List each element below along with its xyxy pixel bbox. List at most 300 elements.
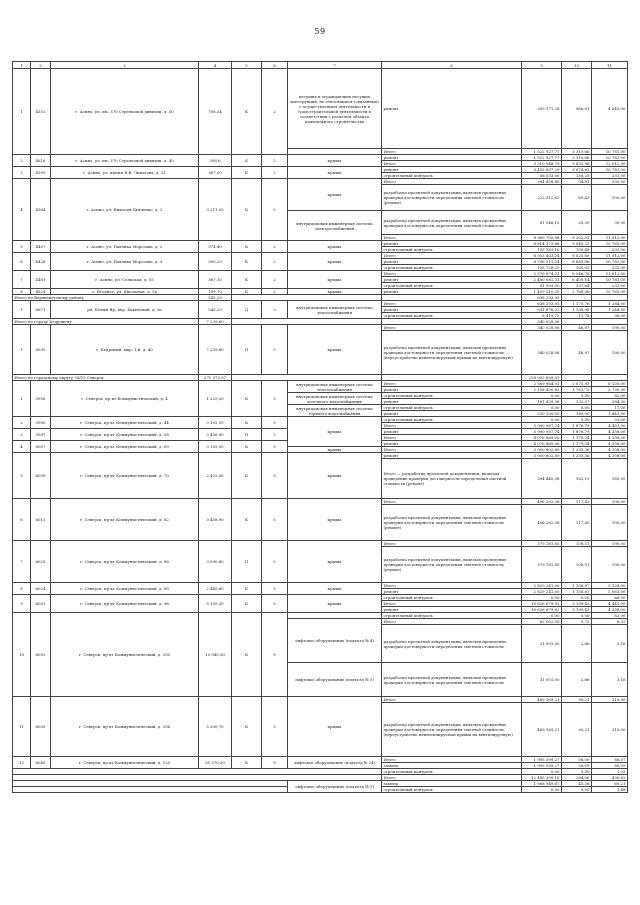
table-cell: 6035 bbox=[31, 697, 51, 757]
table-cell: 1 235,36 bbox=[562, 447, 592, 453]
table-cell: 9 025,89 bbox=[562, 253, 592, 259]
table-cell: 8 796 311,04 bbox=[522, 259, 562, 265]
table-cell: 185,00 bbox=[592, 459, 628, 499]
table-cell: 2 829 241,00 bbox=[522, 583, 562, 589]
table-cell: строительный контроль bbox=[382, 173, 522, 179]
table-cell: 1 bbox=[13, 325, 31, 375]
table-cell: замена bbox=[382, 781, 522, 787]
table-cell: 190,00 bbox=[592, 547, 628, 583]
table-cell: 966,81 bbox=[562, 69, 592, 149]
table-cell: 379 181,85 bbox=[522, 541, 562, 547]
table-cell: Итого bbox=[382, 601, 522, 607]
table-cell: Итого bbox=[382, 423, 522, 429]
column-number: 9 bbox=[522, 62, 562, 69]
table-cell: 66,00 bbox=[592, 595, 628, 601]
table-cell: 25,39 bbox=[562, 211, 592, 235]
table-cell: 108,51 bbox=[562, 547, 592, 583]
table-cell: 6045 bbox=[31, 757, 51, 769]
table-cell: Итого — разработка проектной документации, включая проведение проверки достоверности определения сметной стоимости (ремонт) bbox=[382, 459, 522, 499]
table-cell: Итого bbox=[382, 583, 522, 589]
table-cell: 394 440,38 bbox=[522, 459, 562, 499]
table-cell: Итого bbox=[382, 541, 522, 547]
table-cell: 0,00 bbox=[522, 417, 562, 423]
table-cell: 31 001,00 bbox=[522, 625, 562, 663]
table-cell: Итого bbox=[382, 775, 522, 781]
table-cell: 6024 bbox=[31, 583, 51, 595]
table-cell: 4 bbox=[13, 441, 31, 453]
table-cell: 5 195,39 bbox=[199, 595, 232, 613]
table-cell: 4624 bbox=[31, 289, 51, 295]
table-cell: разработка проектной документации, включая проведение проверки достоверности определения сметной стоимости bbox=[382, 663, 522, 697]
table-cell: Итого bbox=[382, 619, 522, 625]
table-row bbox=[13, 381, 628, 387]
table-cell: 231,00 bbox=[592, 283, 628, 289]
table-cell: крыша bbox=[288, 271, 382, 289]
table-cell: Итого bbox=[382, 447, 522, 453]
table-cell: 3 159,50 bbox=[199, 441, 232, 453]
table-cell: рп. Белый Яр, пер. Бакенский, д. 9а bbox=[51, 301, 199, 319]
table-cell: внутридомовая инженерная система теплоснабжения bbox=[288, 301, 382, 319]
table-cell: 5 200,70 bbox=[199, 697, 232, 757]
table-cell: 36,00 bbox=[592, 313, 628, 319]
table-cell: 17,00 bbox=[592, 405, 628, 411]
table-cell: внутридомовая инженерная система горячего водоснабжения bbox=[288, 405, 382, 417]
table-cell: 1 179,34 bbox=[562, 435, 592, 441]
table-cell: ремонт bbox=[382, 289, 522, 295]
table-cell: 3,16 bbox=[592, 625, 628, 663]
table-cell: 90,21 bbox=[562, 697, 592, 703]
table-cell: 5 bbox=[262, 499, 288, 541]
table-cell: ремонт bbox=[382, 307, 522, 313]
table-cell: 35 370,50 bbox=[199, 757, 232, 769]
table-cell: Итого по Верхнекетскому району bbox=[13, 295, 199, 301]
table-cell: 1 156,87 bbox=[562, 589, 592, 595]
table-cell: 4 358,00 bbox=[592, 453, 628, 459]
table-cell: г. Северск, пр-кт Коммунистический, д. 120 bbox=[51, 757, 199, 769]
table-cell: г. Асино, ул. им. 370 Стрелковой дивизии, д. 50 bbox=[51, 69, 199, 155]
table-cell: 2 bbox=[262, 69, 288, 155]
table-cell: 159,48 bbox=[562, 247, 592, 253]
table-cell: 6 546,78 bbox=[562, 271, 592, 277]
table-cell: 4 441,00 bbox=[592, 601, 628, 607]
table-cell: г. Северск, пр-кт Коммунистический, д. 100 bbox=[51, 613, 199, 697]
table-cell: 258 002 658,53 bbox=[522, 375, 562, 381]
table-cell: 2 bbox=[262, 155, 288, 167]
table-cell: 3 900 802,89 bbox=[522, 453, 562, 459]
table-cell: 5 bbox=[262, 583, 288, 595]
table-cell: 335,00 bbox=[592, 179, 628, 185]
table-cell: крыша bbox=[288, 155, 382, 167]
table-cell: 158,29 bbox=[562, 173, 592, 179]
table-cell: 8 953 403,24 bbox=[522, 253, 562, 259]
table-cell: 0,00 bbox=[562, 613, 592, 619]
table-cell: 83,00 bbox=[592, 613, 628, 619]
table-cell: 9 674,62 bbox=[562, 167, 592, 173]
table-cell: 367,10 bbox=[199, 271, 232, 289]
table-cell: 5 bbox=[13, 453, 31, 499]
table-cell: крыша bbox=[288, 289, 382, 295]
table-cell: крыша bbox=[288, 499, 382, 541]
table-cell: 5 061,00 bbox=[592, 589, 628, 595]
table-row bbox=[13, 241, 628, 247]
table-cell: 1 968 949,67 bbox=[522, 781, 562, 787]
table-cell: 3 bbox=[262, 301, 288, 319]
table-cell: 155 381,10 bbox=[522, 247, 562, 253]
table-cell: 7 239,60 bbox=[199, 319, 232, 325]
table-cell: 10 781,00 bbox=[592, 259, 628, 265]
table-cell: 1,48 bbox=[592, 787, 628, 793]
table-cell: внутридомовая инженерная система теплоснабжения bbox=[288, 381, 382, 393]
table-cell: 3 319,66 bbox=[562, 155, 592, 161]
table-cell: 0,00 bbox=[522, 393, 562, 399]
table-cell: 430,62 bbox=[592, 775, 628, 781]
table-cell: 398,6 bbox=[199, 155, 232, 167]
table-cell: 3 199,43 bbox=[562, 601, 592, 607]
table-cell: 12 485 309,18 bbox=[522, 775, 562, 781]
table-cell: 5 bbox=[262, 179, 288, 241]
column-number: 10 bbox=[562, 62, 592, 69]
table-cell: 5035 bbox=[31, 325, 51, 375]
table-cell: 3990 bbox=[31, 417, 51, 429]
table-cell: 8 bbox=[13, 289, 31, 295]
table-cell: 7 239,60 bbox=[199, 325, 232, 375]
table-cell: ремонт bbox=[382, 411, 522, 417]
table-cell: разработка проектной документации, включая проведение проверки достоверности определения сметной стоимости (ремонт) bbox=[382, 505, 522, 541]
table-cell: ремонт bbox=[382, 167, 522, 173]
table-cell: 1 995 399,27 bbox=[522, 757, 562, 763]
table-cell: строительный контроль bbox=[382, 787, 522, 793]
table-cell: г. Асино, ул. им. 370 Стрелковой дивизии, д. 40 bbox=[51, 155, 199, 167]
table-cell: 108,51 bbox=[562, 541, 592, 547]
table-cell: 5 bbox=[262, 429, 288, 441]
table-cell: 2 bbox=[262, 167, 288, 179]
column-number: 4 bbox=[199, 62, 232, 69]
table-cell: 3 900 802,89 bbox=[522, 447, 562, 453]
table-cell: 0,00 bbox=[522, 769, 562, 775]
table-cell: К bbox=[232, 499, 262, 541]
table-cell: 631 876,22 bbox=[522, 307, 562, 313]
table-cell: К bbox=[232, 583, 262, 595]
table-cell: 2 432,00 bbox=[199, 453, 232, 499]
table-cell: 45,56 bbox=[562, 781, 592, 787]
table-cell: лифтовое оборудование (подъезд № 4) bbox=[288, 619, 382, 663]
table-cell: 11 012,00 bbox=[592, 271, 628, 277]
table-cell: Итого bbox=[382, 381, 522, 387]
table-cell: замена bbox=[382, 763, 522, 769]
table-cell: 0,00 bbox=[522, 613, 562, 619]
table-cell: 340 028,06 bbox=[522, 319, 562, 325]
table-cell: 2 bbox=[262, 271, 288, 289]
table-cell: г. Северск, пр-кт Коммунистический, д. 88 bbox=[51, 541, 199, 583]
table-cell: 3 211,30 bbox=[199, 179, 232, 241]
table-cell: К bbox=[232, 271, 262, 289]
table-cell: крыша bbox=[288, 167, 382, 179]
table-cell: Итого bbox=[382, 697, 522, 703]
table-cell: 1 522 927,77 bbox=[522, 149, 562, 155]
table-cell: К bbox=[232, 253, 262, 271]
table-cell: 190,00 bbox=[592, 325, 628, 331]
table-cell: 3 458,90 bbox=[199, 499, 232, 541]
table-cell: 4 bbox=[13, 179, 31, 241]
table-cell: 2 bbox=[262, 253, 288, 271]
table-cell: разработка проектной документации, включая проведение проверки достоверности определения сметной стоимости (ремонт) bbox=[382, 547, 522, 583]
table-cell: 86,07 bbox=[592, 757, 628, 763]
table-cell: К bbox=[232, 613, 262, 697]
table-cell: 10 940,30 bbox=[199, 613, 232, 697]
table-cell: строительный контроль bbox=[382, 595, 522, 601]
table-cell: Итого bbox=[382, 757, 522, 763]
table-row bbox=[13, 271, 628, 277]
table-cell: 109,70 bbox=[199, 289, 232, 295]
table-cell: 9 bbox=[13, 595, 31, 613]
table-cell: разработка проектной документации, включая проведение проверки достоверности определения сметной стоимости bbox=[382, 625, 522, 663]
table-cell: П bbox=[232, 541, 262, 583]
table-cell: 6 bbox=[13, 499, 31, 541]
table-cell: 545,20 bbox=[199, 295, 232, 301]
table-cell: 231,00 bbox=[592, 265, 628, 271]
table-cell: Итого bbox=[382, 435, 522, 441]
table-cell: 190,00 bbox=[592, 331, 628, 375]
table-cell: 5 990 987,74 bbox=[522, 429, 562, 435]
table-cell: крыша bbox=[288, 253, 382, 271]
table-cell: Итого bbox=[382, 325, 522, 331]
table-cell: 5 bbox=[262, 595, 288, 613]
table-cell: г. Северск, пр-кт Коммунистический, д. 69 bbox=[51, 441, 199, 453]
table-cell: 3 bbox=[13, 429, 31, 441]
table-cell: 6 bbox=[13, 253, 31, 271]
table-cell: 56,09 bbox=[562, 757, 592, 763]
table-cell: 1 156,87 bbox=[562, 583, 592, 589]
table-cell: 9 bbox=[262, 613, 288, 697]
table-cell: ремонт bbox=[382, 155, 522, 161]
table-cell: 4457 bbox=[31, 241, 51, 253]
table-cell: г. Асино, ул. Павлика Морозова, д. 2 bbox=[51, 241, 199, 253]
table-cell: 9 832,96 bbox=[562, 161, 592, 167]
table-cell: 367,00 bbox=[199, 167, 232, 179]
table-cell: 4 358,00 bbox=[592, 447, 628, 453]
table-cell: строительный контроль bbox=[382, 405, 522, 411]
table-cell: 5 bbox=[262, 697, 288, 757]
table-cell: 4564 bbox=[31, 179, 51, 241]
table-cell: 190,00 bbox=[592, 541, 628, 547]
table-cell: ремонт bbox=[382, 429, 522, 435]
table-cell: 0,00 bbox=[522, 595, 562, 601]
table-cell: г. Асино, ул. Сельская, д. 55 bbox=[51, 271, 199, 289]
table-cell: 250 135,00 bbox=[522, 411, 562, 417]
table-cell: 406 262,36 bbox=[522, 505, 562, 541]
table-cell: К bbox=[232, 441, 262, 453]
table-cell: ремонт bbox=[382, 607, 522, 613]
column-number: 8 bbox=[382, 62, 522, 69]
table-cell: строительный контроль bbox=[382, 247, 522, 253]
table-cell: 3 456,90 bbox=[199, 429, 232, 441]
table-cell: крыша bbox=[288, 241, 382, 253]
table-cell: ремонт bbox=[382, 399, 522, 405]
table-cell: 1,02 bbox=[592, 769, 628, 775]
table-cell: К bbox=[232, 757, 262, 769]
table-cell: 12 bbox=[13, 757, 31, 769]
table-cell: 271 372,97 bbox=[199, 375, 232, 381]
table-cell: 117,45 bbox=[562, 505, 592, 541]
table-cell: ремонт bbox=[382, 259, 522, 265]
table-cell: 162,19 bbox=[562, 459, 592, 499]
table-cell: 708,34 bbox=[199, 69, 232, 155]
table-cell: 4 043,00 bbox=[592, 69, 628, 149]
table-cell: разработка проектной документации, включая проведение проверки достоверности определения сметной стоимости (ремонт) bbox=[382, 185, 522, 211]
table-cell: г. Северск, пр-кт Коммунистический, д. 82 bbox=[51, 499, 199, 541]
table-cell: 16 626 679,92 bbox=[522, 607, 562, 613]
table-cell: 190,00 bbox=[592, 505, 628, 541]
table-cell: 340 028,06 bbox=[522, 325, 562, 331]
table-cell: крыша bbox=[288, 325, 382, 375]
table-cell: 469 169,21 bbox=[522, 697, 562, 703]
table-cell: 56 533,00 bbox=[522, 173, 562, 179]
table-cell: 82,00 bbox=[592, 393, 628, 399]
table-cell: разработка проектной документации, включая проведение проверки достоверности определения сметной стоимости (переустройство невентилируемой крыши на вентилируемую) bbox=[382, 703, 522, 757]
table-cell: 2 bbox=[13, 155, 31, 167]
table-cell: г. Северск, пр-кт Коммунистический, д. 70 bbox=[51, 453, 199, 499]
table-cell: 8 bbox=[13, 583, 31, 595]
table-row bbox=[13, 155, 628, 161]
table-cell: 33,00 bbox=[592, 417, 628, 423]
table-cell: 4 358,00 bbox=[592, 441, 628, 447]
table-cell: 6053 bbox=[31, 613, 51, 697]
table-cell: 5 bbox=[262, 325, 288, 375]
table-cell: 11 bbox=[13, 697, 31, 757]
table-cell: Итого bbox=[382, 271, 522, 277]
table-cell: 8 814 373,88 bbox=[522, 241, 562, 247]
table-cell: г. Северск, пр-кт Коммунистический, д. 89 bbox=[51, 583, 199, 595]
table-cell: 638 293,95 bbox=[522, 295, 562, 301]
table-cell: 231,00 bbox=[592, 173, 628, 179]
table-cell: 90,21 bbox=[562, 703, 592, 757]
column-number: 6 bbox=[262, 62, 288, 69]
table-cell: 2 bbox=[13, 417, 31, 429]
table-cell: 4 076 865,00 bbox=[522, 441, 562, 447]
table-cell: 304 458,80 bbox=[522, 179, 562, 185]
table-cell: 2 445,60 bbox=[199, 583, 232, 595]
table-row bbox=[13, 583, 628, 589]
table-cell: 69,43 bbox=[562, 185, 592, 211]
table-cell: 9 bbox=[262, 453, 288, 499]
table-cell: 11,78 bbox=[562, 313, 592, 319]
table-cell: 137,64 bbox=[562, 283, 592, 289]
table-cell: 638 293,95 bbox=[522, 301, 562, 307]
column-number: 11 bbox=[592, 62, 628, 69]
table-cell: 4599 bbox=[31, 167, 51, 179]
table-cell: 5 128,00 bbox=[592, 583, 628, 589]
table-cell: Итого bbox=[382, 301, 522, 307]
table-cell: 5 990 987,74 bbox=[522, 423, 562, 429]
table-cell: 3,16 bbox=[592, 663, 628, 697]
table-cell: 1 179,34 bbox=[562, 441, 592, 447]
table-cell: 81 546,15 bbox=[522, 211, 562, 235]
table-cell: 340 028,06 bbox=[522, 331, 562, 375]
table-cell: 3 310 548,79 bbox=[522, 161, 562, 167]
table-cell: 160,03 bbox=[562, 265, 592, 271]
table-cell: 158 728,20 bbox=[522, 265, 562, 271]
table-cell: К bbox=[232, 69, 262, 155]
table-cell: 1 995 399,27 bbox=[522, 763, 562, 769]
table-cell: 10 781,00 bbox=[592, 277, 628, 283]
table-cell: 16 626 679,92 bbox=[522, 601, 562, 607]
table-cell: К bbox=[232, 417, 262, 429]
table-cell: 1 235,36 bbox=[562, 453, 592, 459]
table-cell: крыша bbox=[288, 697, 382, 757]
table-cell: крыша bbox=[288, 417, 382, 447]
table-cell: 4 358,00 bbox=[592, 429, 628, 435]
table-cell: 9 202,33 bbox=[562, 235, 592, 241]
table-cell: разработка проектной документации, включая проведение проверки достоверности определения сметной стоимости bbox=[382, 211, 522, 235]
table-cell: 6015 bbox=[31, 499, 51, 541]
table-cell: 0,00 bbox=[562, 787, 592, 793]
table-cell: Итого bbox=[382, 235, 522, 241]
table-cell: 1 441,00 bbox=[592, 411, 628, 417]
table-cell: внутридомовая инженерная система холодного водоснабжения bbox=[288, 393, 382, 405]
table-cell: 10 bbox=[13, 613, 31, 697]
table-cell: 2 bbox=[262, 241, 288, 253]
table-cell: г. Кедровый, мкр. 1-й, д. 40 bbox=[51, 325, 199, 375]
table-cell: 284,06 bbox=[562, 775, 592, 781]
table-cell: 315,00 bbox=[592, 697, 628, 703]
table-cell: 1 170,76 bbox=[562, 301, 592, 307]
table-cell: 222 912,63 bbox=[522, 185, 562, 211]
table-cell: Итого по городскому округу ЗАТО Северск bbox=[13, 375, 199, 381]
table-cell: крыша bbox=[288, 595, 382, 613]
table-cell: Итого bbox=[382, 149, 522, 155]
table-cell: Итого bbox=[382, 253, 522, 259]
table-cell: 1 409 210,20 bbox=[522, 289, 562, 295]
table-cell: 190,00 bbox=[592, 499, 628, 505]
table-cell: 6 419,73 bbox=[522, 313, 562, 319]
table-cell: 1 248,00 bbox=[592, 307, 628, 313]
table-cell: 0,00 bbox=[562, 595, 592, 601]
table-cell: с. Ягодное, ул. Школьная, д. 3а bbox=[51, 289, 199, 295]
table-cell: 3956 bbox=[31, 381, 51, 417]
table-cell: 2,86 bbox=[562, 663, 592, 697]
table-cell: 1 322 927,77 bbox=[522, 155, 562, 161]
table-cell: 2 075,93 bbox=[562, 381, 592, 387]
table-cell: 315,00 bbox=[592, 703, 628, 757]
column-number-row bbox=[13, 62, 628, 69]
table-cell: Итого bbox=[382, 161, 522, 167]
table-cell: 161 439,38 bbox=[522, 399, 562, 405]
table-cell: 117,43 bbox=[562, 499, 592, 505]
table-cell: 1 876,79 bbox=[562, 423, 592, 429]
table-cell: 0,00 bbox=[522, 787, 562, 793]
table-cell: 6671 bbox=[31, 301, 51, 319]
table-cell: 31 001,00 bbox=[522, 663, 562, 697]
table-cell: 30,00 bbox=[592, 211, 628, 235]
table-cell: г. Северск, пр-кт Коммунистический, д. 44 bbox=[51, 417, 199, 429]
table-cell: 5,72 bbox=[562, 619, 592, 625]
column-number: 2 bbox=[31, 62, 51, 69]
capital-repair-register-table bbox=[12, 61, 628, 793]
table-cell: 0,00 bbox=[562, 769, 592, 775]
table-cell: 6007 bbox=[31, 441, 51, 453]
table-cell: 406 262,36 bbox=[522, 499, 562, 505]
table-cell: 10 781,00 bbox=[592, 155, 628, 161]
table-cell: ремонт bbox=[382, 387, 522, 393]
table-cell: Итого bbox=[382, 179, 522, 185]
table-cell: 0,00 bbox=[562, 405, 592, 411]
table-cell: 4481 bbox=[31, 271, 51, 289]
table-row bbox=[13, 167, 628, 173]
table-cell: 469 169,21 bbox=[522, 703, 562, 757]
table-cell: лифтовое оборудование (подъезд № 5) bbox=[288, 663, 382, 697]
table-cell: К bbox=[232, 289, 262, 295]
table-cell: 94,81 bbox=[562, 179, 592, 185]
